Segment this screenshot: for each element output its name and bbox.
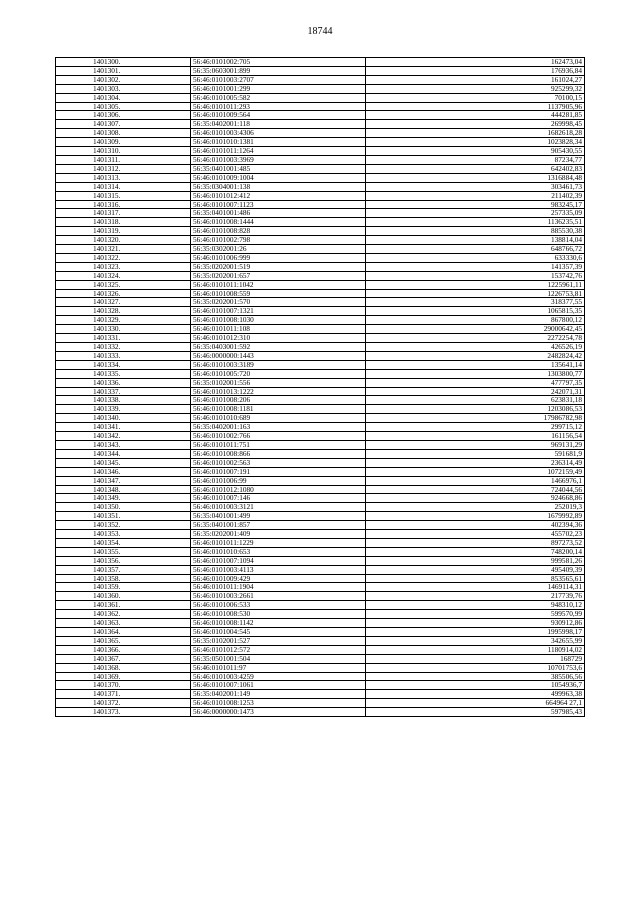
- cadastral-number-cell: 56:35:0403001:592: [191, 343, 366, 352]
- table-row: [56, 280, 585, 289]
- row-number-cell: 1401320.: [56, 236, 191, 245]
- row-number-cell: 1401368.: [56, 663, 191, 672]
- value-cell: 642402,83: [366, 164, 585, 173]
- cadastral-number-cell: 56:35:0402001:118: [191, 120, 366, 129]
- cadastral-number-cell: 56:46:0101009:1004: [191, 173, 366, 182]
- value-cell: 925299,32: [366, 84, 585, 93]
- table-row: [56, 699, 585, 708]
- cadastral-number-cell: 56:46:0101002:766: [191, 432, 366, 441]
- cadastral-number-cell: 56:35:0304001:138: [191, 182, 366, 191]
- row-number-cell: 1401305.: [56, 102, 191, 111]
- row-number-cell: 1401301.: [56, 66, 191, 75]
- table-row: [56, 645, 585, 654]
- table-row: [56, 334, 585, 343]
- value-cell: 648766,72: [366, 245, 585, 254]
- row-number-cell: 1401325.: [56, 280, 191, 289]
- cadastral-number-cell: 56:46:0101003:4113: [191, 565, 366, 574]
- cadastral-number-cell: 56:46:0101008:1142: [191, 619, 366, 628]
- table-row: [56, 583, 585, 592]
- row-number-cell: 1401350.: [56, 503, 191, 512]
- table-row: [56, 601, 585, 610]
- row-number-cell: 1401311.: [56, 155, 191, 164]
- value-cell: 897273,52: [366, 538, 585, 547]
- row-number-cell: 1401373.: [56, 708, 191, 717]
- table-row: [56, 58, 585, 67]
- table-row: [56, 574, 585, 583]
- cadastral-number-cell: 56:46:0101011:1904: [191, 583, 366, 592]
- cadastral-number-cell: 56:46:0101011:751: [191, 440, 366, 449]
- value-cell: 257335,09: [366, 209, 585, 218]
- value-cell: 591681,9: [366, 449, 585, 458]
- row-number-cell: 1401340.: [56, 414, 191, 423]
- row-number-cell: 1401337.: [56, 387, 191, 396]
- table-row: [56, 538, 585, 547]
- value-cell: 1225961,11: [366, 280, 585, 289]
- table-row: [56, 681, 585, 690]
- cadastral-number-cell: 56:46:0101012:412: [191, 191, 366, 200]
- cadastral-number-cell: 56:46:0101008:1181: [191, 405, 366, 414]
- table-row: [56, 521, 585, 530]
- row-number-cell: 1401342.: [56, 432, 191, 441]
- cadastral-number-cell: 56:46:0101007:146: [191, 494, 366, 503]
- cadastral-number-cell: 56:46:0101005:582: [191, 93, 366, 102]
- row-number-cell: 1401317.: [56, 209, 191, 218]
- cadastral-number-cell: 56:46:0101007:1321: [191, 307, 366, 316]
- registry-table: [55, 57, 585, 717]
- table-row: [56, 84, 585, 93]
- value-cell: 87234,77: [366, 155, 585, 164]
- table-row: [56, 191, 585, 200]
- cadastral-number-cell: 56:46:0000000:1473: [191, 708, 366, 717]
- value-cell: 983245,17: [366, 200, 585, 209]
- table-row: [56, 396, 585, 405]
- cadastral-number-cell: 56:46:0101007:191: [191, 467, 366, 476]
- cadastral-number-cell: 56:46:0101002:705: [191, 58, 366, 67]
- value-cell: 1682618,28: [366, 129, 585, 138]
- table-row: [56, 503, 585, 512]
- table-row: [56, 485, 585, 494]
- value-cell: 385506,56: [366, 672, 585, 681]
- row-number-cell: 1401346.: [56, 467, 191, 476]
- value-cell: 1466976,1: [366, 476, 585, 485]
- table-row: [56, 476, 585, 485]
- cadastral-number-cell: 56:46:0101011:1264: [191, 147, 366, 156]
- row-number-cell: 1401372.: [56, 699, 191, 708]
- value-cell: 905430,55: [366, 147, 585, 156]
- row-number-cell: 1401302.: [56, 75, 191, 84]
- cadastral-number-cell: 56:46:0101003:4259: [191, 672, 366, 681]
- table-row: [56, 556, 585, 565]
- row-number-cell: 1401322.: [56, 253, 191, 262]
- value-cell: 426526,19: [366, 343, 585, 352]
- table-row: [56, 369, 585, 378]
- table-row: [56, 173, 585, 182]
- cadastral-number-cell: 56:35:0102001:556: [191, 378, 366, 387]
- table-row: [56, 93, 585, 102]
- row-number-cell: 1401355.: [56, 547, 191, 556]
- value-cell: 1137905,96: [366, 102, 585, 111]
- row-number-cell: 1401321.: [56, 245, 191, 254]
- row-number-cell: 1401348.: [56, 485, 191, 494]
- value-cell: 161024,27: [366, 75, 585, 84]
- cadastral-number-cell: 56:46:0101010:689: [191, 414, 366, 423]
- registry-table-body: [56, 58, 585, 717]
- table-row: [56, 120, 585, 129]
- table-row: [56, 316, 585, 325]
- row-number-cell: 1401354.: [56, 538, 191, 547]
- cadastral-number-cell: 56:46:0101007:1123: [191, 200, 366, 209]
- value-cell: 217739,76: [366, 592, 585, 601]
- cadastral-number-cell: 56:46:0101008:1253: [191, 699, 366, 708]
- value-cell: 299715,12: [366, 423, 585, 432]
- cadastral-number-cell: 56:46:0101011:1042: [191, 280, 366, 289]
- cadastral-number-cell: 56:46:0101012:1080: [191, 485, 366, 494]
- cadastral-number-cell: 56:46:0101008:1444: [191, 218, 366, 227]
- value-cell: 499963,38: [366, 690, 585, 699]
- value-cell: 269998,45: [366, 120, 585, 129]
- row-number-cell: 1401339.: [56, 405, 191, 414]
- cadastral-number-cell: 56:46:0101003:3121: [191, 503, 366, 512]
- cadastral-number-cell: 56:46:0101009:564: [191, 111, 366, 120]
- value-cell: 138814,04: [366, 236, 585, 245]
- table-row: [56, 387, 585, 396]
- value-cell: 664964 27,1: [366, 699, 585, 708]
- cadastral-number-cell: 56:46:0101013:1222: [191, 387, 366, 396]
- table-row: [56, 458, 585, 467]
- table-row: [56, 325, 585, 334]
- table-row: [56, 547, 585, 556]
- value-cell: 633330,6: [366, 253, 585, 262]
- row-number-cell: 1401329.: [56, 316, 191, 325]
- row-number-cell: 1401308.: [56, 129, 191, 138]
- value-cell: 948310,12: [366, 601, 585, 610]
- cadastral-number-cell: 56:46:0101006:99: [191, 476, 366, 485]
- row-number-cell: 1401315.: [56, 191, 191, 200]
- cadastral-number-cell: 56:46:0101005:720: [191, 369, 366, 378]
- row-number-cell: 1401307.: [56, 120, 191, 129]
- table-row: [56, 66, 585, 75]
- cadastral-number-cell: 56:46:0101012:572: [191, 645, 366, 654]
- value-cell: 252019,3: [366, 503, 585, 512]
- value-cell: 1203086,53: [366, 405, 585, 414]
- row-number-cell: 1401332.: [56, 343, 191, 352]
- row-number-cell: 1401363.: [56, 619, 191, 628]
- cadastral-number-cell: 56:46:0101006:533: [191, 601, 366, 610]
- row-number-cell: 1401313.: [56, 173, 191, 182]
- row-number-cell: 1401314.: [56, 182, 191, 191]
- cadastral-number-cell: 56:46:0101010:1381: [191, 138, 366, 147]
- table-row: [56, 262, 585, 271]
- table-row: [56, 636, 585, 645]
- table-row: [56, 138, 585, 147]
- table-row: [56, 405, 585, 414]
- row-number-cell: 1401366.: [56, 645, 191, 654]
- value-cell: 597985,43: [366, 708, 585, 717]
- value-cell: 885530,38: [366, 227, 585, 236]
- row-number-cell: 1401327.: [56, 298, 191, 307]
- table-row: [56, 663, 585, 672]
- value-cell: 930912,86: [366, 619, 585, 628]
- value-cell: 70100,15: [366, 93, 585, 102]
- value-cell: 10701753,6: [366, 663, 585, 672]
- row-number-cell: 1401300.: [56, 58, 191, 67]
- table-row: [56, 378, 585, 387]
- table-row: [56, 628, 585, 637]
- row-number-cell: 1401369.: [56, 672, 191, 681]
- value-cell: 477797,35: [366, 378, 585, 387]
- table-row: [56, 227, 585, 236]
- row-number-cell: 1401361.: [56, 601, 191, 610]
- table-row: [56, 672, 585, 681]
- value-cell: 135641,14: [366, 360, 585, 369]
- row-number-cell: 1401303.: [56, 84, 191, 93]
- row-number-cell: 1401364.: [56, 628, 191, 637]
- table-row: [56, 200, 585, 209]
- value-cell: 1054936,7: [366, 681, 585, 690]
- value-cell: 724044,56: [366, 485, 585, 494]
- cadastral-number-cell: 56:46:0101003:2661: [191, 592, 366, 601]
- row-number-cell: 1401334.: [56, 360, 191, 369]
- table-row: [56, 708, 585, 717]
- cadastral-number-cell: 56:46:0101011:1229: [191, 538, 366, 547]
- row-number-cell: 1401316.: [56, 200, 191, 209]
- value-cell: 1136235,51: [366, 218, 585, 227]
- cadastral-number-cell: 56:46:0101002:798: [191, 236, 366, 245]
- row-number-cell: 1401306.: [56, 111, 191, 120]
- cadastral-number-cell: 56:35:0202001:657: [191, 271, 366, 280]
- value-cell: 599570,99: [366, 610, 585, 619]
- cadastral-number-cell: 56:35:0401001:486: [191, 209, 366, 218]
- cadastral-number-cell: 56:35:0402001:163: [191, 423, 366, 432]
- table-row: [56, 423, 585, 432]
- cadastral-number-cell: 56:35:0102001:527: [191, 636, 366, 645]
- row-number-cell: 1401357.: [56, 565, 191, 574]
- cadastral-number-cell: 56:35:0302001:26: [191, 245, 366, 254]
- table-row: [56, 610, 585, 619]
- table-row: [56, 102, 585, 111]
- table-row: [56, 343, 585, 352]
- table-row: [56, 245, 585, 254]
- row-number-cell: 1401312.: [56, 164, 191, 173]
- table-row: [56, 619, 585, 628]
- table-row: [56, 164, 585, 173]
- cadastral-number-cell: 56:35:0401001:857: [191, 521, 366, 530]
- value-cell: 303461,73: [366, 182, 585, 191]
- row-number-cell: 1401330.: [56, 325, 191, 334]
- cadastral-number-cell: 56:46:0101008:1030: [191, 316, 366, 325]
- value-cell: 242071,31: [366, 387, 585, 396]
- row-number-cell: 1401304.: [56, 93, 191, 102]
- row-number-cell: 1401345.: [56, 458, 191, 467]
- cadastral-number-cell: 56:46:0101002:563: [191, 458, 366, 467]
- row-number-cell: 1401341.: [56, 423, 191, 432]
- cadastral-number-cell: 56:35:0401001:499: [191, 512, 366, 521]
- value-cell: 1303800,77: [366, 369, 585, 378]
- cadastral-number-cell: 56:35:0501001:504: [191, 654, 366, 663]
- row-number-cell: 1401358.: [56, 574, 191, 583]
- table-row: [56, 565, 585, 574]
- table-row: [56, 360, 585, 369]
- value-cell: 1469114,31: [366, 583, 585, 592]
- cadastral-number-cell: 56:46:0101009:429: [191, 574, 366, 583]
- table-row: [56, 298, 585, 307]
- value-cell: 1023828,34: [366, 138, 585, 147]
- value-cell: 999581,26: [366, 556, 585, 565]
- row-number-cell: 1401338.: [56, 396, 191, 405]
- cadastral-number-cell: 56:46:0000000:1443: [191, 351, 366, 360]
- table-row: [56, 218, 585, 227]
- value-cell: 444281,85: [366, 111, 585, 120]
- row-number-cell: 1401335.: [56, 369, 191, 378]
- value-cell: 342655,99: [366, 636, 585, 645]
- table-row: [56, 182, 585, 191]
- row-number-cell: 1401310.: [56, 147, 191, 156]
- value-cell: 168729: [366, 654, 585, 663]
- value-cell: 402394,36: [366, 521, 585, 530]
- row-number-cell: 1401360.: [56, 592, 191, 601]
- cadastral-number-cell: 56:46:0101011:97: [191, 663, 366, 672]
- cadastral-number-cell: 56:46:0101010:653: [191, 547, 366, 556]
- row-number-cell: 1401359.: [56, 583, 191, 592]
- row-number-cell: 1401343.: [56, 440, 191, 449]
- cadastral-number-cell: 56:46:0101011:293: [191, 102, 366, 111]
- value-cell: 495409,39: [366, 565, 585, 574]
- value-cell: 236314,49: [366, 458, 585, 467]
- table-row: [56, 129, 585, 138]
- row-number-cell: 1401362.: [56, 610, 191, 619]
- value-cell: 2272254,78: [366, 334, 585, 343]
- row-number-cell: 1401371.: [56, 690, 191, 699]
- cadastral-number-cell: 56:46:0101008:828: [191, 227, 366, 236]
- value-cell: 1995998,17: [366, 628, 585, 637]
- table-row: [56, 155, 585, 164]
- table-row: [56, 271, 585, 280]
- row-number-cell: 1401356.: [56, 556, 191, 565]
- cadastral-number-cell: 56:46:0101012:310: [191, 334, 366, 343]
- table-row: [56, 209, 585, 218]
- table-row: [56, 75, 585, 84]
- row-number-cell: 1401336.: [56, 378, 191, 387]
- table-row: [56, 592, 585, 601]
- row-number-cell: 1401370.: [56, 681, 191, 690]
- cadastral-number-cell: 56:46:0101003:4306: [191, 129, 366, 138]
- cadastral-number-cell: 56:35:0401001:485: [191, 164, 366, 173]
- value-cell: 161156,54: [366, 432, 585, 441]
- table-row: [56, 530, 585, 539]
- table-row: [56, 432, 585, 441]
- value-cell: 1316884,48: [366, 173, 585, 182]
- table-row: [56, 449, 585, 458]
- value-cell: 141357,39: [366, 262, 585, 271]
- cadastral-number-cell: 56:35:0202001:519: [191, 262, 366, 271]
- row-number-cell: 1401349.: [56, 494, 191, 503]
- row-number-cell: 1401318.: [56, 218, 191, 227]
- value-cell: 1226753,81: [366, 289, 585, 298]
- cadastral-number-cell: 56:46:0101008:206: [191, 396, 366, 405]
- table-row: [56, 111, 585, 120]
- page-number: 18744: [307, 26, 333, 37]
- table-row: [56, 236, 585, 245]
- table-row: [56, 690, 585, 699]
- row-number-cell: 1401309.: [56, 138, 191, 147]
- value-cell: 318377,55: [366, 298, 585, 307]
- value-cell: 153742,76: [366, 271, 585, 280]
- value-cell: 211402,39: [366, 191, 585, 200]
- table-row: [56, 654, 585, 663]
- row-number-cell: 1401351.: [56, 512, 191, 521]
- value-cell: 29000642,45: [366, 325, 585, 334]
- table-row: [56, 307, 585, 316]
- row-number-cell: 1401344.: [56, 449, 191, 458]
- cadastral-number-cell: 56:46:0101004:545: [191, 628, 366, 637]
- row-number-cell: 1401333.: [56, 351, 191, 360]
- row-number-cell: 1401367.: [56, 654, 191, 663]
- cadastral-number-cell: 56:46:0101008:530: [191, 610, 366, 619]
- table-row: [56, 467, 585, 476]
- table-row: [56, 414, 585, 423]
- cadastral-number-cell: 56:46:0101003:3969: [191, 155, 366, 164]
- table-row: [56, 147, 585, 156]
- value-cell: 853565,61: [366, 574, 585, 583]
- cadastral-number-cell: 56:35:0603001:899: [191, 66, 366, 75]
- value-cell: 2482824,42: [366, 351, 585, 360]
- row-number-cell: 1401331.: [56, 334, 191, 343]
- cadastral-number-cell: 56:46:0101007:1094: [191, 556, 366, 565]
- table-row: [56, 351, 585, 360]
- row-number-cell: 1401323.: [56, 262, 191, 271]
- cadastral-number-cell: 56:35:0402001:149: [191, 690, 366, 699]
- table-row: [56, 289, 585, 298]
- cadastral-number-cell: 56:46:0101006:999: [191, 253, 366, 262]
- cadastral-number-cell: 56:46:0101003:3189: [191, 360, 366, 369]
- cadastral-number-cell: 56:46:0101007:1061: [191, 681, 366, 690]
- table-row: [56, 253, 585, 262]
- row-number-cell: 1401319.: [56, 227, 191, 236]
- value-cell: 1065815,35: [366, 307, 585, 316]
- value-cell: 1679992,89: [366, 512, 585, 521]
- cadastral-number-cell: 56:35:0202001:570: [191, 298, 366, 307]
- value-cell: 455702,23: [366, 530, 585, 539]
- cadastral-number-cell: 56:35:0202001:409: [191, 530, 366, 539]
- row-number-cell: 1401347.: [56, 476, 191, 485]
- value-cell: 1180914,02: [366, 645, 585, 654]
- value-cell: 623831,18: [366, 396, 585, 405]
- value-cell: 17986782,98: [366, 414, 585, 423]
- row-number-cell: 1401353.: [56, 530, 191, 539]
- cadastral-number-cell: 56:46:0101011:108: [191, 325, 366, 334]
- value-cell: 924668,86: [366, 494, 585, 503]
- table-row: [56, 494, 585, 503]
- cadastral-number-cell: 56:46:0101008:866: [191, 449, 366, 458]
- table-row: [56, 440, 585, 449]
- row-number-cell: 1401352.: [56, 521, 191, 530]
- cadastral-number-cell: 56:46:0101003:2707: [191, 75, 366, 84]
- cadastral-number-cell: 56:46:0101001:299: [191, 84, 366, 93]
- row-number-cell: 1401365.: [56, 636, 191, 645]
- value-cell: 162473,04: [366, 58, 585, 67]
- value-cell: 867800,12: [366, 316, 585, 325]
- value-cell: 969131,29: [366, 440, 585, 449]
- row-number-cell: 1401328.: [56, 307, 191, 316]
- row-number-cell: 1401324.: [56, 271, 191, 280]
- value-cell: 748200,14: [366, 547, 585, 556]
- table-row: [56, 512, 585, 521]
- value-cell: 1072159,49: [366, 467, 585, 476]
- cadastral-number-cell: 56:46:0101008:559: [191, 289, 366, 298]
- value-cell: 176936,84: [366, 66, 585, 75]
- row-number-cell: 1401326.: [56, 289, 191, 298]
